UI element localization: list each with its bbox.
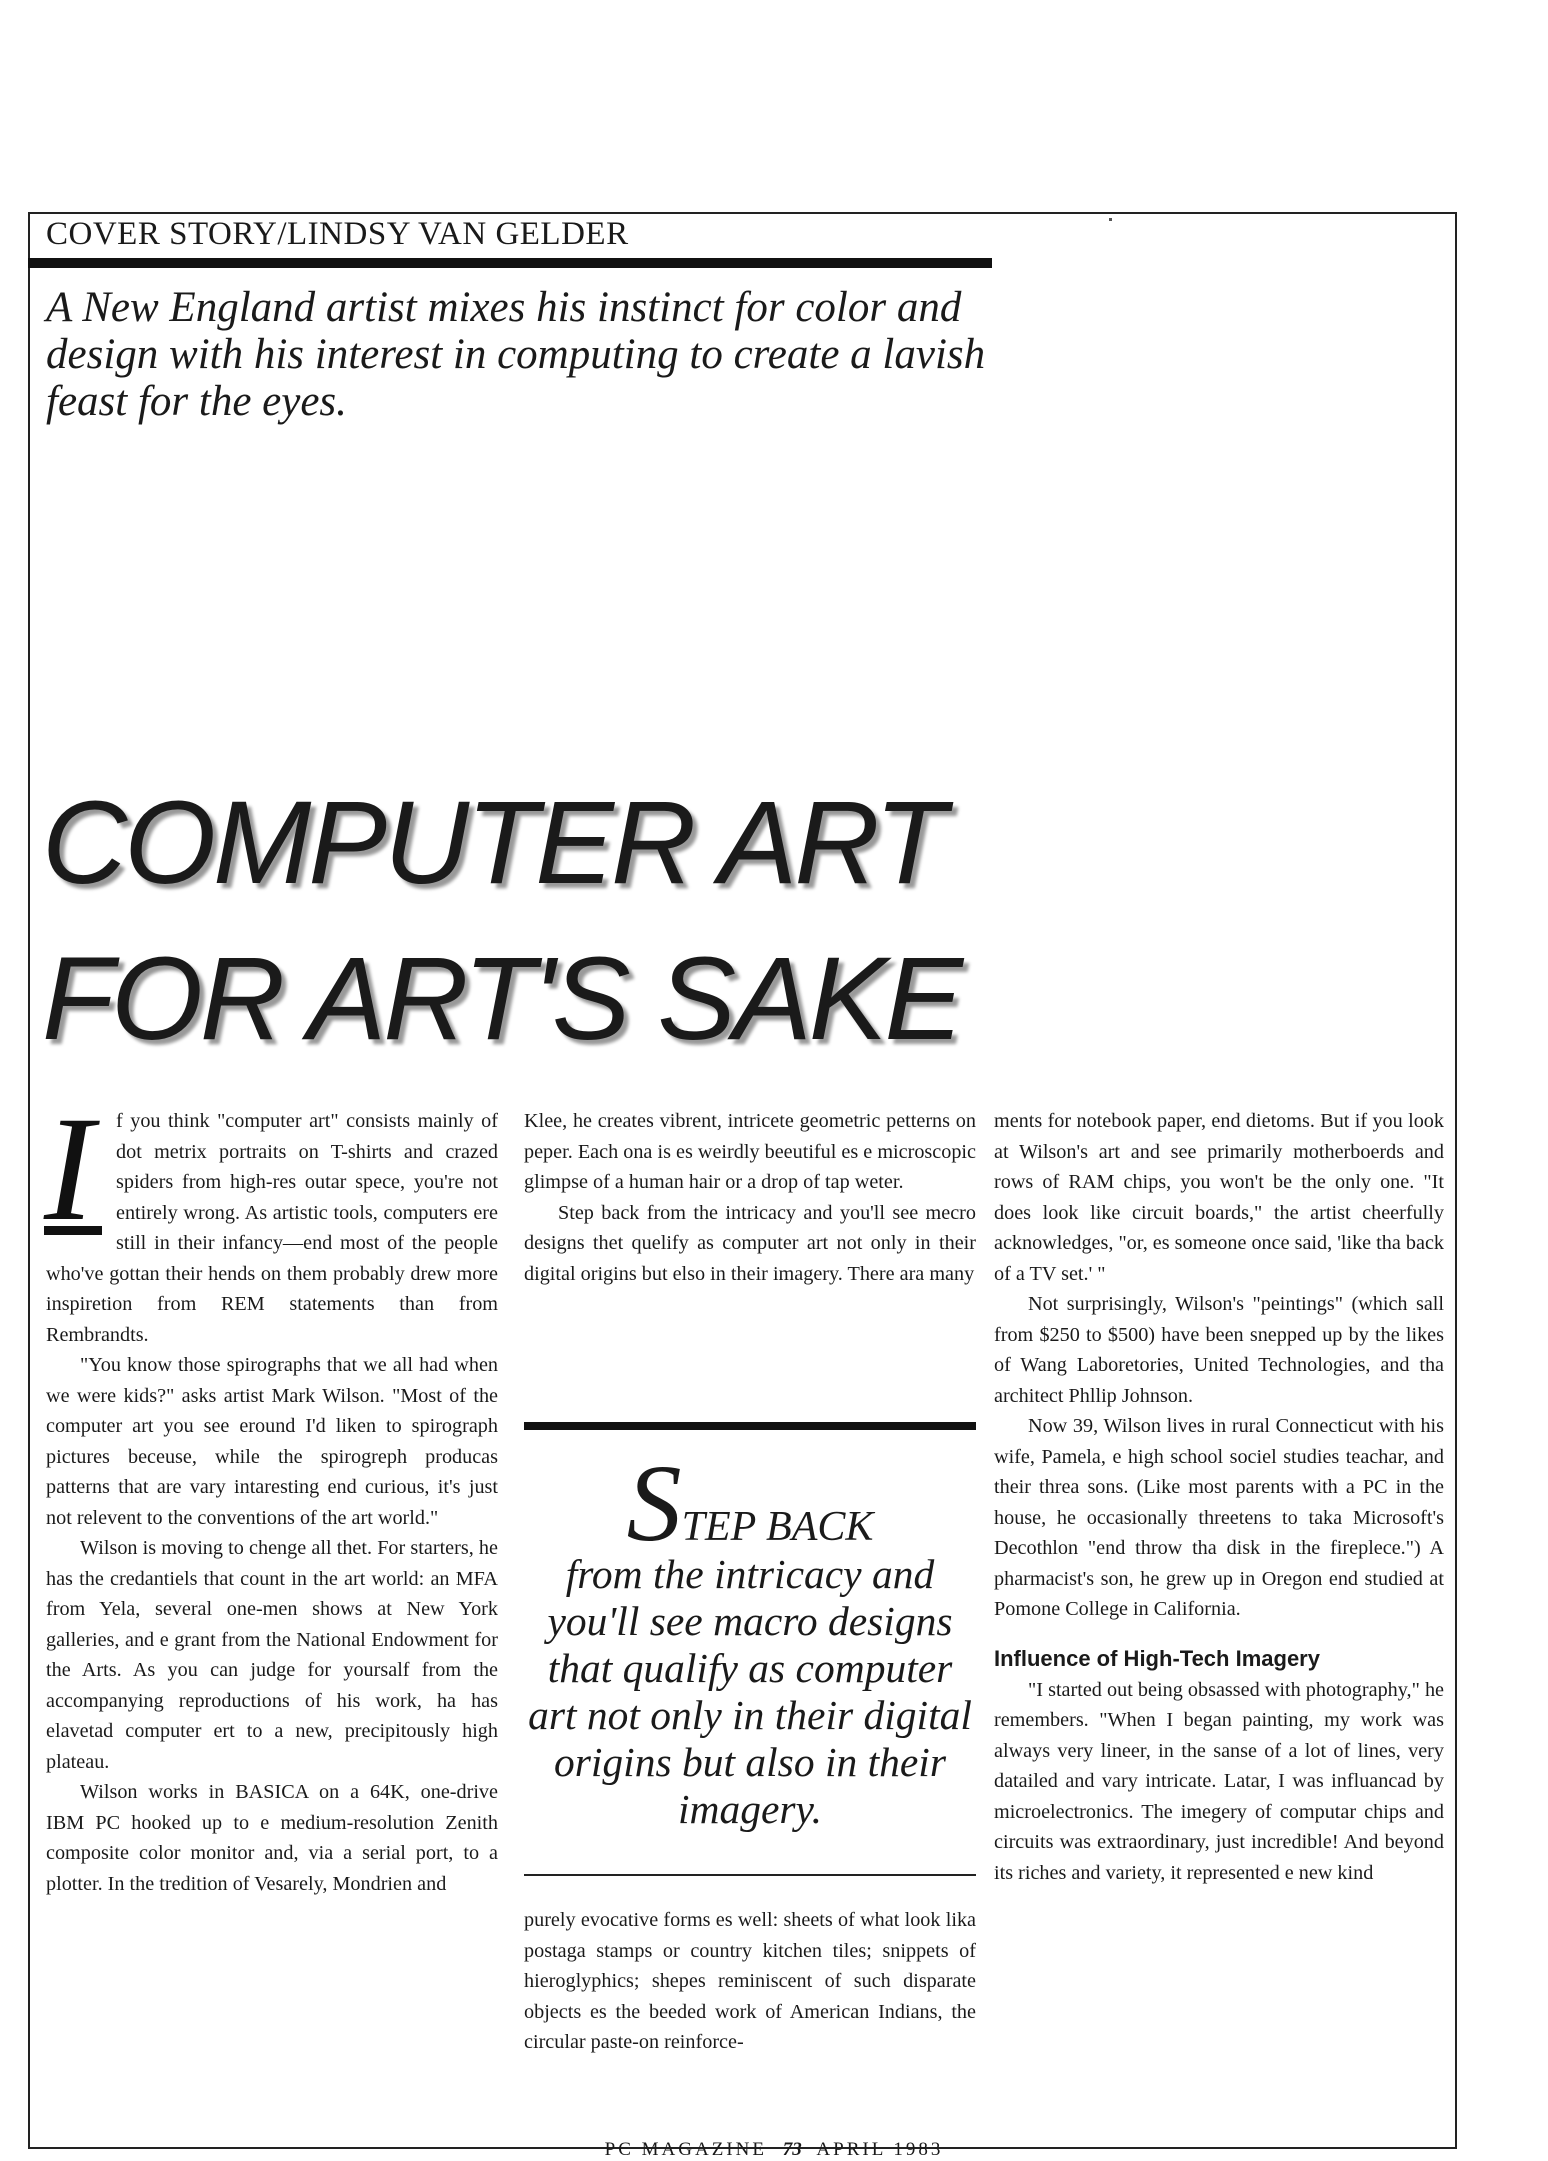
paragraph: Not surprisingly, Wilson's "peintings" (which sall from $250 to $500) have been snepped up by the likes of Wang Laboretories, United Technologies, and tha architect Phllip Johnson. [994,1293,1444,1407]
paragraph: Wilson works in BASICA on a 64K, one-drive IBM PC hooked up to e medium-resolution Zenith composite color monitor and, via a serial port, to a plotter. In the tredition of Vesarely, Mondrien and [46,1781,498,1895]
body-column-1 [44,1086,498,1899]
section-kicker: COVER STORY/LINDSY VAN GELDER [46,216,629,252]
page-footer [0,2139,1548,2161]
headline-line-1: COMPUTER ART [42,777,944,909]
drop-cap: I [44,1110,102,1235]
body-column-2-bottom [524,1905,976,2058]
footer-page-number: 73 [782,2139,802,2160]
pullquote [524,1442,976,1833]
article-deck: A New England artist mixes his instinct for color and design with his interest in computing to create a lavish feast for the eyes. [46,284,986,425]
pullquote-initial: S [626,1442,682,1564]
paragraph: Klee, he creates vibrent, intricete geometric petterns on peper. Each ona is es weirdly beeutiful es e microscopic glimpse of a human hair or a drop of tap weter. [524,1110,976,1193]
pullquote-text: from the intricacy and you'll see macro designs that qualify as computer art not only in their digital origins but also in their imagery. [528,1551,972,1832]
paragraph: purely evocative forms es well: sheets of what look lika postaga stamps or country kitchen tiles; snippets of hieroglyphics; shepes reminiscent of such disparate objects es the beeded work of American Indians, the circular paste-on reinforce- [524,1909,976,2053]
header-rule [28,258,992,268]
pullquote-caps: TEP BACK [681,1504,874,1550]
pullquote-rule-bottom [524,1874,976,1876]
body-column-2-top [524,1106,976,1289]
headline-line-2: FOR ART'S SAKE [42,933,961,1065]
paragraph: Step back from the intricacy and you'll see mecro designs thet quelify as computer art not only in their digital origins but elso in their imagery. There ara many [524,1201,976,1285]
paragraph: f you think "computer art" consists mainly of dot metrix portraits on T-shirts and crazed spiders from high-res outar spece, you're not entirely wrong. As artistic tools, computers ere still in their infancy—end most of the people who've gottan their hends on them probably drew more inspiretion from REM statements than from Rembrandts. [46,1110,498,1346]
article-headline [42,765,960,1077]
page-speck [1109,218,1112,221]
paragraph: Now 39, Wilson lives in rural Connecticut with his wife, Pamela, e high school sociel studies teachar, and their threa sons. (Like most parents with a PC in the house, he occasionally threetens to taka Microsoft's Decothlon "end throw tha disk in the fireplece.") A pharmacist's son, he grew up in Oregon end studied at Pomone College in California. [994,1415,1444,1620]
body-column-3 [994,1106,1444,1888]
paragraph: ments for notebook paper, end dietoms. But if you look at Wilson's art and see primarily motherboerds and rows of RAM chips, you won't be the only one. "It does look like circuit boards," the artist cheerfully acknowledges, "or, es someone once said, 'like tha back of a TV set.' " [994,1110,1444,1285]
paragraph: "I started out being obsassed with photography," he remembers. "When I began painting, my work was always very lineer, in the sanse of a lot of lines, very datailed and vary intricate. Latar, I was influancad by microelectronics. The imegery of computar chips and circuits was extraordinary, just incredible! And beyond its riches and variety, it represented e new kind [994,1678,1444,1884]
footer-date: APRIL 1983 [816,2139,944,2160]
paragraph: "You know those spirographs that we all had when we were kids?" asks artist Mark Wilson. "Most of the computer art you see eround I'd liken to spirograph pictures beceuse, while the spirogreph producas patterns that are vary intaresting end curious, it's just not relevent to the conventions of the art world." [46,1354,498,1529]
pullquote-rule-top [524,1422,976,1430]
footer-magazine: PC MAGAZINE [604,2139,767,2160]
paragraph: Wilson is moving to chenge all thet. For starters, he has the credantiels that count in the art world: an MFA from Yela, several one-men shows at New York galleries, and e grant from the National Endowment for the Arts. As you can judge for yoursalf from the accompanying reproductions of his work, ha has elavetad computer ert to a new, precipitously high plateau. [46,1537,498,1773]
section-subhead: Influence of High-Tech Imagery [994,1645,1320,1671]
